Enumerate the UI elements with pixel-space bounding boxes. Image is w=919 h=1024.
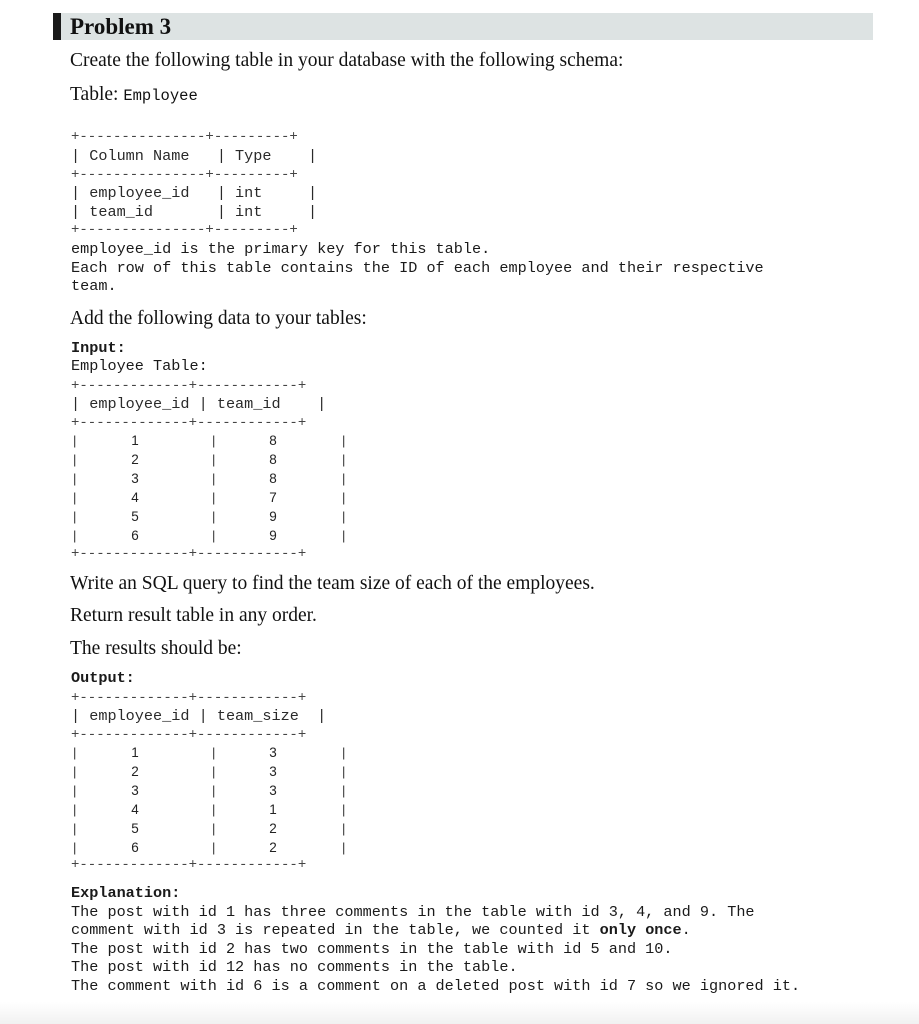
schema-header-row: | Column Name | Type |: [71, 147, 318, 165]
table-cell-divider: |: [73, 802, 77, 817]
table-cell-divider: |: [342, 433, 346, 448]
team-id-cell: 7: [269, 490, 277, 505]
employee-table-caption: Employee Table:: [71, 357, 208, 375]
employee-id-cell: 3: [131, 783, 139, 798]
table-cell-divider: |: [73, 783, 77, 798]
table-cell-divider: |: [212, 783, 216, 798]
table-cell-divider: |: [212, 802, 216, 817]
query-instruction: Write an SQL query to find the team size of each of the employees.: [70, 573, 595, 594]
explanation-text: .: [681, 921, 691, 939]
explanation-label: Explanation:: [71, 884, 181, 902]
employee-id-cell: 2: [131, 764, 139, 779]
table-cell-divider: |: [212, 745, 216, 760]
table-cell-divider: |: [342, 783, 346, 798]
table-cell-divider: |: [73, 433, 77, 448]
table-cell-divider: |: [342, 764, 346, 779]
table-cell-divider: |: [342, 452, 346, 467]
table-label: Table:: [70, 84, 119, 105]
output-border-bottom: +-------------+------------+: [71, 857, 307, 873]
table-cell-divider: |: [342, 840, 346, 855]
table-cell-divider: |: [73, 509, 77, 524]
team-size-cell: 3: [269, 783, 277, 798]
table-cell-divider: |: [342, 802, 346, 817]
table-cell-divider: |: [212, 840, 216, 855]
problem-title: Problem 3: [70, 14, 172, 39]
team-id-cell: 8: [269, 433, 277, 448]
table-cell-divider: |: [342, 509, 346, 524]
team-size-cell: 3: [269, 764, 277, 779]
table-cell-divider: |: [73, 452, 77, 467]
team-id-cell: 8: [269, 471, 277, 486]
section-header-accent: [53, 13, 61, 40]
create-instruction: Create the following table in your database with the following schema:: [70, 50, 624, 71]
input-border-mid: +-------------+------------+: [71, 415, 307, 431]
employee-id-cell: 2: [131, 452, 139, 467]
team-size-cell: 3: [269, 745, 277, 760]
table-cell-divider: |: [342, 490, 346, 505]
table-cell-divider: |: [73, 528, 77, 543]
table-cell-divider: |: [212, 821, 216, 836]
table-cell-divider: |: [73, 490, 77, 505]
team-size-cell: 1: [269, 802, 277, 817]
table-cell-divider: |: [342, 745, 346, 760]
table-name-line: [70, 84, 198, 106]
table-cell-divider: |: [212, 452, 216, 467]
schema-note-line: Each row of this table contains the ID of each employee and their respective: [71, 259, 764, 277]
schema-row: | team_id | int |: [71, 203, 318, 221]
team-size-cell: 2: [269, 840, 277, 855]
team-id-cell: 9: [269, 509, 277, 524]
explanation-text: comment with id 3 is repeated in the table, we counted it: [71, 921, 600, 939]
input-header-row: | employee_id | team_id |: [71, 395, 327, 413]
employee-id-cell: 5: [131, 821, 139, 836]
employee-id-cell: 4: [131, 802, 139, 817]
employee-id-cell: 6: [131, 840, 139, 855]
explanation-emphasis: only once: [599, 921, 682, 939]
table-cell-divider: |: [73, 471, 77, 486]
team-size-cell: 2: [269, 821, 277, 836]
table-cell-divider: |: [212, 509, 216, 524]
results-intro: The results should be:: [70, 638, 242, 659]
table-cell-divider: |: [212, 764, 216, 779]
section-header-bar: [53, 13, 873, 40]
output-border-top: +-------------+------------+: [71, 690, 307, 706]
schema-row: | employee_id | int |: [71, 184, 318, 202]
team-id-cell: 8: [269, 452, 277, 467]
input-border-bottom: +-------------+------------+: [71, 546, 307, 562]
employee-id-cell: 1: [131, 433, 139, 448]
employee-id-cell: 5: [131, 509, 139, 524]
order-instruction: Return result table in any order.: [70, 605, 317, 626]
employee-id-cell: 4: [131, 490, 139, 505]
employee-id-cell: 3: [131, 471, 139, 486]
schema-border-mid: +---------------+---------+: [71, 167, 298, 183]
schema-note-line: employee_id is the primary key for this table.: [71, 240, 491, 258]
table-cell-divider: |: [73, 764, 77, 779]
team-id-cell: 9: [269, 528, 277, 543]
table-cell-divider: |: [342, 528, 346, 543]
table-cell-divider: |: [212, 528, 216, 543]
explanation-line: The post with id 1 has three comments in the table with id 3, 4, and 9. The: [71, 903, 755, 921]
schema-border-bottom: +---------------+---------+: [71, 222, 298, 238]
employee-id-cell: 1: [131, 745, 139, 760]
add-data-instruction: Add the following data to your tables:: [70, 308, 367, 329]
input-label: Input:: [71, 339, 126, 357]
employee-id-cell: 6: [131, 528, 139, 543]
explanation-line: The comment with id 6 is a comment on a deleted post with id 7 so we ignored it.: [71, 977, 801, 995]
input-border-top: +-------------+------------+: [71, 378, 307, 394]
schema-border-top: +---------------+---------+: [71, 129, 298, 145]
table-name: Employee: [123, 87, 198, 105]
table-cell-divider: |: [73, 745, 77, 760]
table-cell-divider: |: [73, 840, 77, 855]
output-label: Output:: [71, 669, 135, 687]
explanation-line: The post with id 2 has two comments in the table with id 5 and 10.: [71, 940, 673, 958]
explanation-line: The post with id 12 has no comments in the table.: [71, 958, 518, 976]
page-bottom-edge: [0, 1002, 919, 1024]
table-cell-divider: |: [342, 471, 346, 486]
explanation-line: [71, 921, 691, 940]
table-cell-divider: |: [212, 471, 216, 486]
table-cell-divider: |: [73, 821, 77, 836]
table-cell-divider: |: [342, 821, 346, 836]
table-cell-divider: |: [212, 433, 216, 448]
output-border-mid: +-------------+------------+: [71, 727, 307, 743]
schema-note-line: team.: [71, 277, 117, 295]
output-header-row: | employee_id | team_size |: [71, 707, 327, 725]
table-cell-divider: |: [212, 490, 216, 505]
